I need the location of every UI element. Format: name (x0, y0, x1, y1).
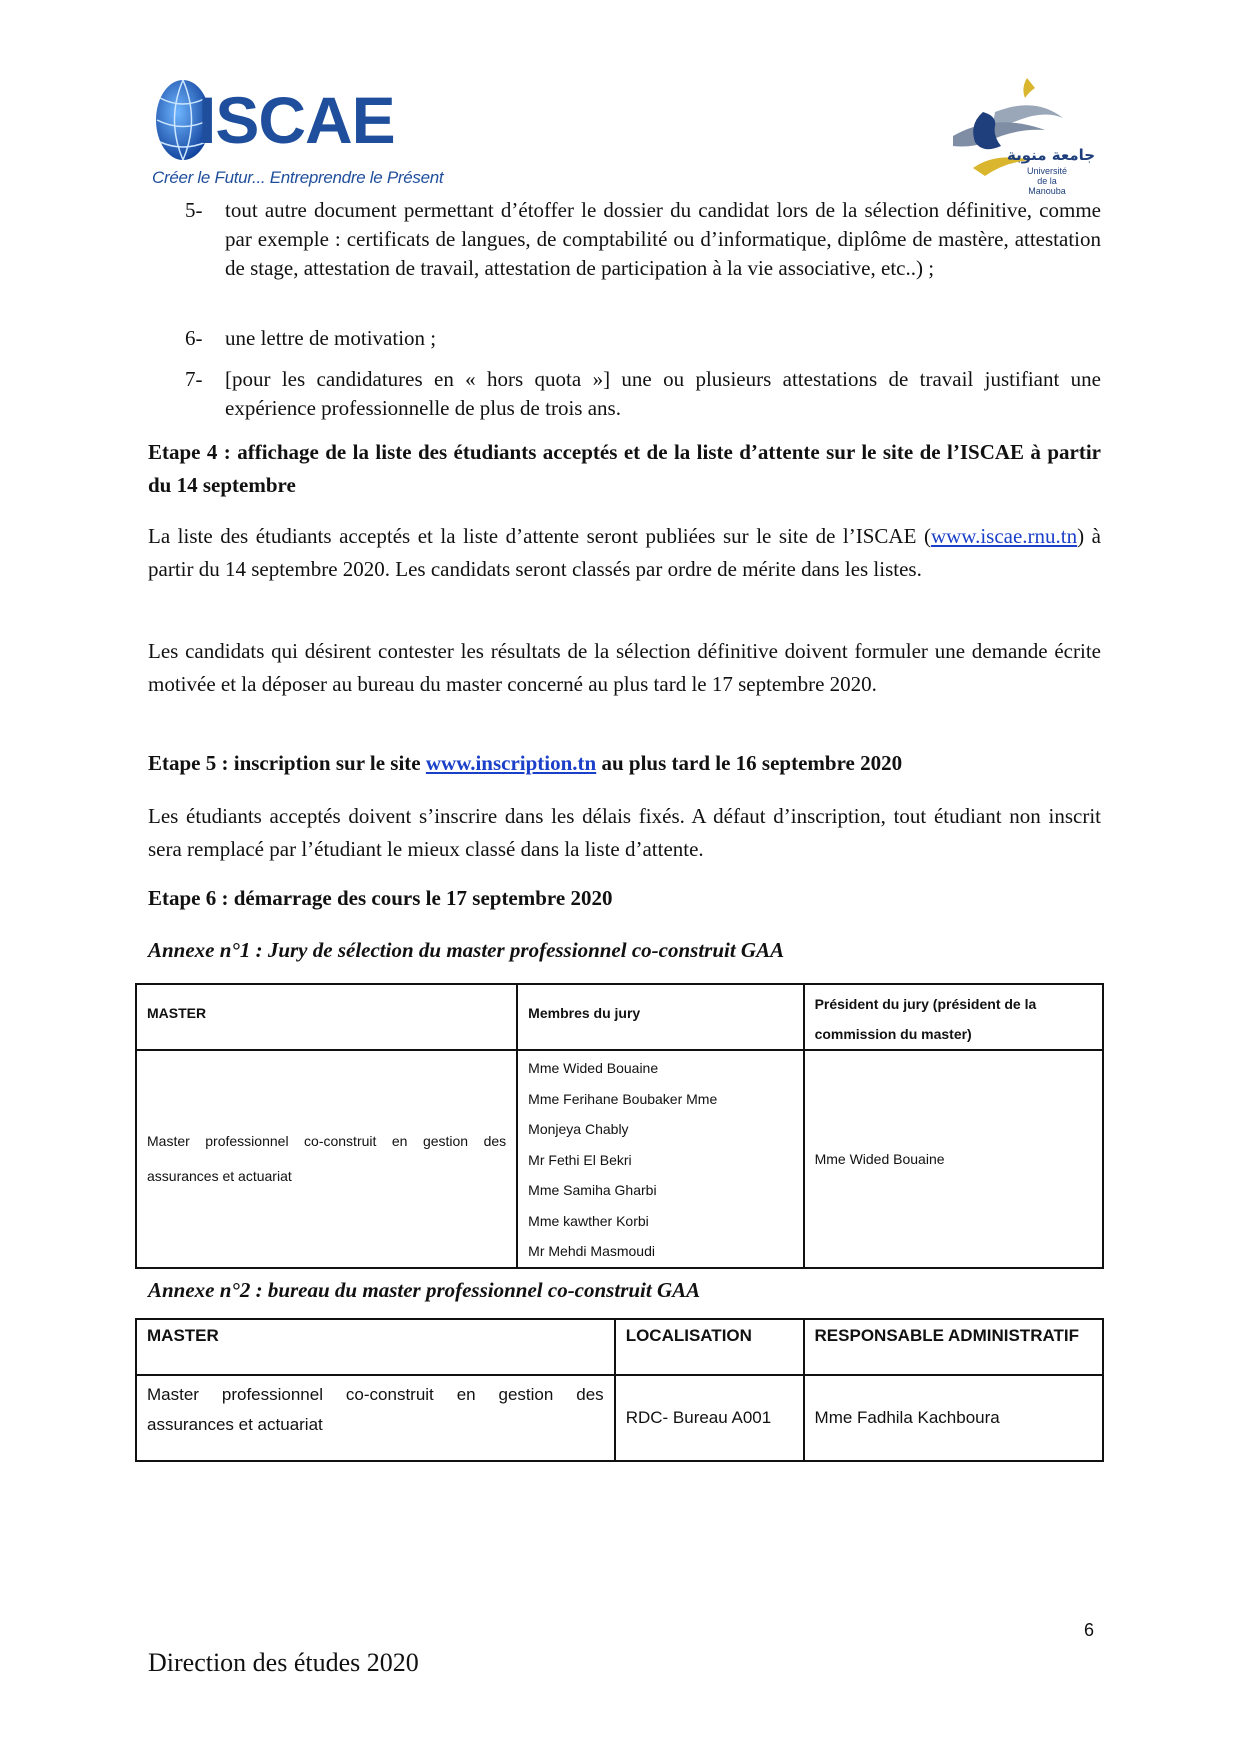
jury-member: Mr Mehdi Masmoudi (528, 1243, 655, 1259)
annexe2-title: Annexe n°2 : bureau du master professionnel co-construit GAA (148, 1278, 701, 1302)
iscae-tagline: Créer le Futur... Entreprendre le Présent (152, 168, 444, 187)
table-header-cell: MASTER (136, 984, 517, 1050)
jury-member: Mr Fethi El Bekri (528, 1151, 632, 1168)
manouba-logo (935, 72, 1096, 196)
table-header-cell: LOCALISATION (615, 1319, 804, 1375)
table-header-row (136, 984, 1103, 1050)
manouba-french-name: Université de la Manouba (1026, 166, 1067, 196)
list-item: 6- une lettre de motivation ; (185, 326, 437, 350)
table-header-cell: Président du jury (président de la commission du master) (804, 984, 1103, 1050)
responsable-cell: Mme Fadhila Kachboura (804, 1375, 1103, 1461)
etape6-heading: Etape 6 : démarrage des cours le 17 septembre 2020 (148, 886, 613, 910)
etape4-paragraph-2: Les candidats qui désirent contester les résultats de la sélection définitive doivent formuler une demande écrite motivée et la déposer au bureau du master concerné au plus tard le 17 septembre 2020. (148, 639, 1101, 696)
manouba-arabic-name: جامعة منوبة (1007, 146, 1096, 164)
jury-member: Mme Wided Bouaine (528, 1060, 659, 1076)
list-item: 7- [pour les candidatures en « hors quota »] une ou plusieurs attestations de travail justifiant une expérience professionnelle de plus de trois ans. (185, 367, 1101, 420)
footer-text: Direction des études 2020 (148, 1648, 419, 1677)
master-cell: Master professionnel co-construit en gestion des assurances et actuariat (136, 1050, 517, 1268)
table-header-cell: MASTER (136, 1319, 615, 1375)
president-cell: Mme Wided Bouaine (804, 1050, 1103, 1268)
jury-member: Monjeya Chably (528, 1121, 629, 1137)
etape4-heading: Etape 4 : affichage de la liste des étudiants acceptés et de la liste d’attente sur le site de l’ISCAE à partir du 14 septembre (148, 440, 1101, 497)
inscription-site-link[interactable]: www.inscription.tn (425, 751, 597, 775)
jury-member: Mme Samiha Gharbi (528, 1182, 657, 1198)
localisation-cell: RDC- Bureau A001 (615, 1375, 804, 1461)
table-header-cell: RESPONSABLE ADMINISTRATIF (804, 1319, 1103, 1375)
page-number: 6 (1084, 1620, 1095, 1640)
etape4-paragraph-1: La liste des étudiants acceptés et la liste d’attente seront publiées sur le site de l’ISCAE (www.iscae.rnu.tn) à partir du 14 septembre 2020. Les candidats seront classés par ordre de mérite dans les listes. (148, 524, 1101, 581)
iscae-logo (152, 74, 444, 192)
jury-member: Mme Ferihane Boubaker Mme (528, 1090, 718, 1107)
etape5-paragraph: Les étudiants acceptés doivent s’inscrire dans les délais fixés. A défaut d’inscription, tout étudiant non inscrit sera remplacé par l’étudiant le mieux classé dans la liste d’attente. (148, 804, 1101, 861)
annexe1-title: Annexe n°1 : Jury de sélection du master professionnel co-construit GAA (148, 938, 785, 962)
etape5-heading: Etape 5 : inscription sur le site www.inscription.tn au plus tard le 16 septembre 2020 (148, 751, 903, 775)
master-cell: Master professionnel co-construit en gestion des assurances et actuariat (136, 1375, 615, 1461)
jury-members-cell (517, 1050, 803, 1268)
table-row (136, 1050, 1103, 1268)
table-row (136, 1375, 1103, 1461)
table-header-cell: Membres du jury (517, 984, 803, 1050)
iscae-site-link[interactable]: www.iscae.rnu.tn (930, 524, 1078, 548)
jury-table (135, 983, 1104, 1269)
list-item: 5- tout autre document permettant d’étoffer le dossier du candidat lors de la sélection définitive, comme par exemple : certificats de langues, de comptabilité ou d’informatique, diplôme de mastère, attestation de stage, attestation de travail, attestation de participation à la vie associative, etc..) ; (185, 198, 1101, 280)
jury-member: Mme kawther Korbi (528, 1212, 649, 1229)
table-header-row (136, 1319, 1103, 1375)
bureau-table (135, 1318, 1104, 1462)
iscae-wordmark: ISCAE (198, 83, 395, 157)
